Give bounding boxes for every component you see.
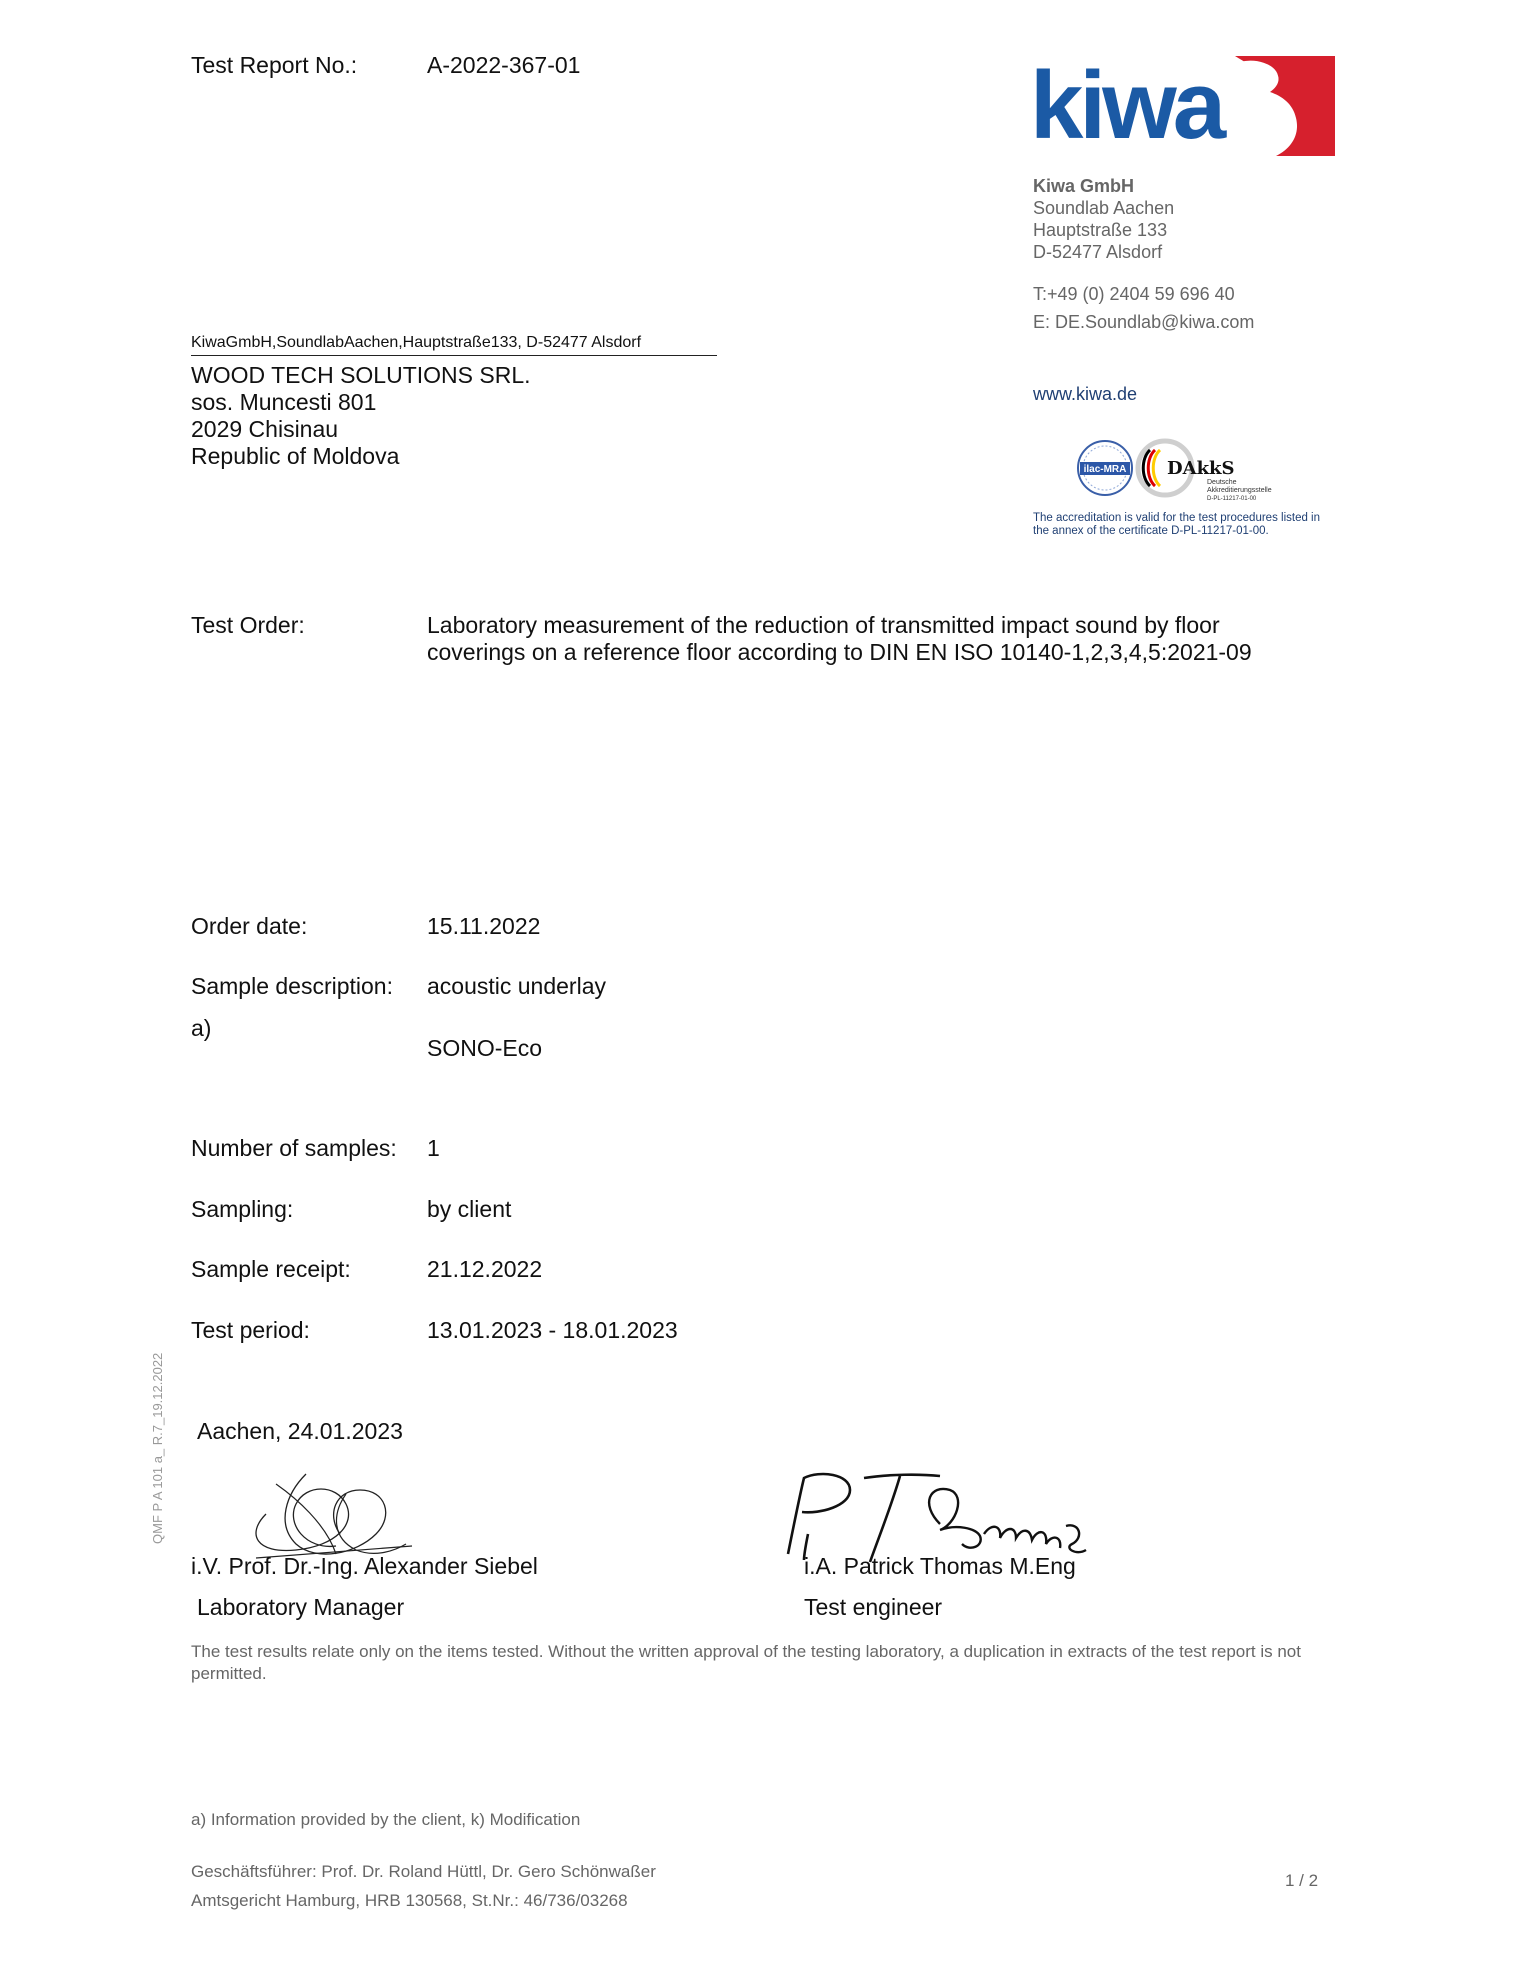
number-of-samples: 1 (427, 1135, 440, 1161)
recipient-line: Republic of Moldova (191, 443, 400, 469)
sample-receipt-label: Sample receipt: (191, 1256, 351, 1282)
svg-text:DAkkS: DAkkS (1167, 458, 1235, 479)
svg-text:Deutsche: Deutsche (1207, 479, 1237, 486)
svg-text:kiwa: kiwa (1030, 52, 1223, 159)
number-of-samples-label: Number of samples: (191, 1135, 397, 1161)
sender-return-address: KiwaGmbH,SoundlabAachen,Hauptstraße133, D-52477 Alsdorf (191, 334, 717, 356)
signer-role-1: Laboratory Manager (197, 1594, 405, 1620)
signer-role-2: Test engineer (804, 1594, 943, 1620)
company-address (1033, 175, 1174, 263)
signer-name-2: i.A. Patrick Thomas M.Eng (804, 1553, 1076, 1579)
sample-footnote-marker: a) (191, 1015, 212, 1041)
svg-text:Akkreditierungsstelle: Akkreditierungsstelle (1207, 487, 1272, 494)
company-line: Soundlab Aachen (1033, 198, 1175, 218)
company-name: Kiwa GmbH (1033, 176, 1135, 196)
company-website-link[interactable]: www.kiwa.de (1033, 384, 1138, 404)
company-line: D-52477 Alsdorf (1033, 242, 1163, 262)
register-line: Amtsgericht Hamburg, HRB 130568, St.Nr.: 46/736/03268 (191, 1891, 628, 1910)
ilac-mra-icon (1078, 441, 1132, 495)
order-date-label: Order date: (191, 913, 308, 939)
accreditation-note: The accreditation is valid for the test procedures listed in the annex of the certificate D-PL-11217-01-00. (1033, 512, 1321, 537)
test-period: 13.01.2023 - 18.01.2023 (427, 1317, 678, 1343)
sample-description-label: Sample description: (191, 973, 393, 999)
test-order-label: Test Order: (191, 612, 305, 638)
test-order-text: Laboratory measurement of the reduction of transmitted impact sound by floor coverings on a reference floor according to DIN EN ISO 10140-1,2,3,4,5:2021-09 (427, 612, 1252, 665)
page-number: 1 / 2 (1285, 1871, 1319, 1890)
recipient-address (191, 362, 531, 470)
accreditation-logos (1075, 438, 1290, 506)
form-code: QMF P A 101 a_ R.7_19.12.2022 (150, 1352, 165, 1544)
company-phone: T:+49 (0) 2404 59 696 40 (1033, 284, 1235, 304)
report-number-label: Test Report No.: (191, 52, 358, 78)
management-info (191, 1857, 656, 1915)
kiwa-logo (1030, 52, 1335, 164)
sample-description: acoustic underlay (427, 973, 606, 999)
sampling-label: Sampling: (191, 1196, 294, 1222)
order-date: 15.11.2022 (427, 913, 541, 939)
recipient-line: 2029 Chisinau (191, 416, 339, 442)
recipient-line: WOOD TECH SOLUTIONS SRL. (191, 362, 531, 388)
disclaimer: The test results relate only on the items tested. Without the written approval of the testing laboratory, a duplication in extracts of the test report is not permitted. (191, 1642, 1301, 1683)
company-email[interactable]: E: DE.Soundlab@kiwa.com (1033, 312, 1255, 332)
svg-text:D-PL-11217-01-00: D-PL-11217-01-00 (1207, 496, 1257, 502)
footnote: a) Information provided by the client, k) Modification (191, 1810, 581, 1829)
management-line: Geschäftsführer: Prof. Dr. Roland Hüttl, Dr. Gero Schönwaßer (191, 1862, 656, 1881)
place-and-date: Aachen, 24.01.2023 (197, 1418, 403, 1444)
test-period-label: Test period: (191, 1317, 310, 1343)
company-contact (1033, 280, 1254, 336)
sample-receipt: 21.12.2022 (427, 1256, 543, 1282)
company-line: Hauptstraße 133 (1033, 220, 1168, 240)
svg-text:ilac-MRA: ilac-MRA (1083, 464, 1127, 475)
report-number: A-2022-367-01 (427, 52, 581, 78)
sampling: by client (427, 1196, 512, 1222)
dakks-icon (1138, 441, 1272, 502)
recipient-line: sos. Muncesti 801 (191, 389, 377, 415)
signer-name-1: i.V. Prof. Dr.-Ing. Alexander Siebel (191, 1553, 538, 1579)
sample-name: SONO-Eco (427, 1035, 543, 1061)
